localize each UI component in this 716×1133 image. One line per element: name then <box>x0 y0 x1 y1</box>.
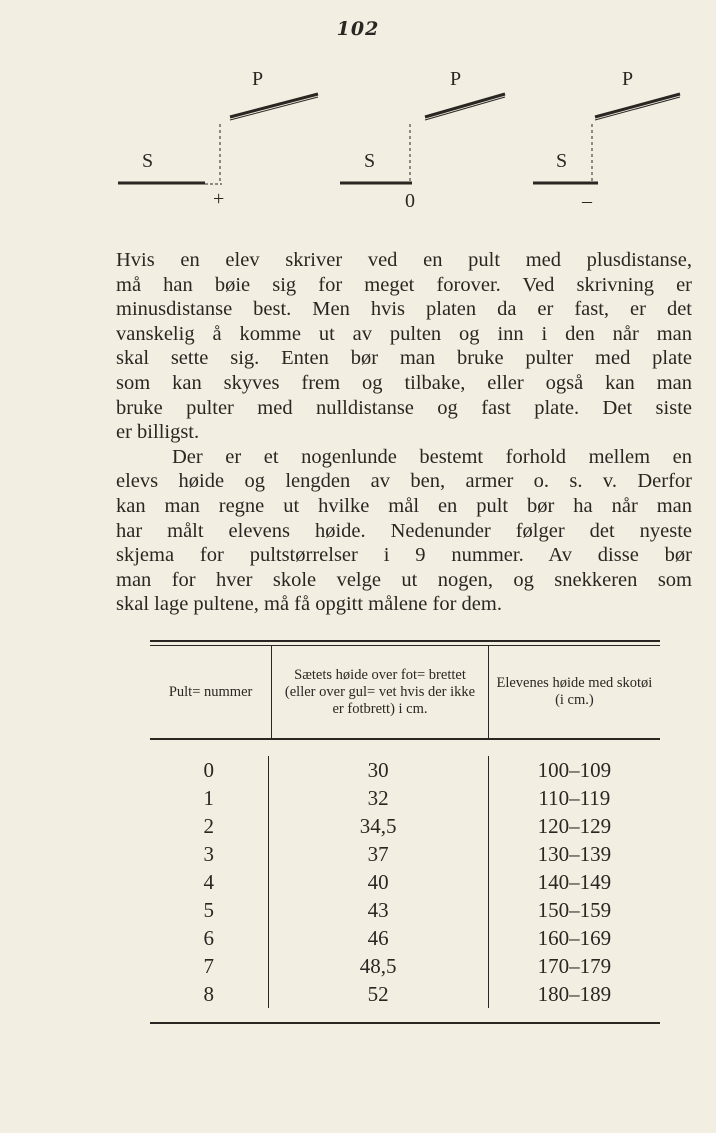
table-cell-seat: 46 <box>367 926 389 950</box>
page-number: 102 <box>336 18 380 40</box>
desk-size-table <box>150 640 660 1024</box>
header-seat-height: Sætets høide over fot= brettet (eller over gul= vet hvis der ikke er fotbrett) i cm. <box>271 646 488 738</box>
desk-plate-shadow <box>595 97 680 120</box>
text-line: Der er et nogenlunde bestemt forhold mellem en <box>172 445 692 468</box>
table-cell-pult: 7 <box>203 954 215 978</box>
text-line: bruke pulter med nulldistanse og fast plate. Det siste <box>116 396 692 419</box>
table-body <box>150 740 660 1024</box>
table-cell-height: 180–189 <box>537 982 612 1006</box>
sign-label: + <box>213 188 225 210</box>
sign-label: – <box>582 190 592 212</box>
text-line: skjema for pultstørrelser i 9 nummer. Av disse bør <box>116 544 692 567</box>
seat-label: S <box>556 150 568 172</box>
header-pult-number: Pult= nummer <box>168 683 253 700</box>
column-height <box>488 756 660 1008</box>
table-cell-height: 110–119 <box>538 786 611 810</box>
desk-plate-line <box>230 94 318 117</box>
table-cell-height: 100–109 <box>537 758 612 782</box>
seat-label: S <box>364 150 376 172</box>
table-cell-pult: 3 <box>203 842 215 866</box>
text-line: som kan skyves frem og tilbake, eller også kan man <box>116 371 692 394</box>
desk-plate-shadow <box>425 97 505 120</box>
table-cell-seat: 30 <box>367 758 389 782</box>
table-cell-height: 120–129 <box>537 814 612 838</box>
text-line: man for hver skole velge ut nogen, og snekkeren som <box>116 568 692 591</box>
text-line: skal sette sig. Enten bør man bruke pulter med plate <box>116 347 692 370</box>
table-cell-seat: 48,5 <box>359 954 397 978</box>
text-line: Hvis en elev skriver ved en pult med plusdistanse, <box>116 249 692 271</box>
desk-distance-diagrams <box>0 62 716 222</box>
table-cell-seat: 52 <box>367 982 389 1006</box>
paragraph-2 <box>116 445 692 617</box>
sign-label: 0 <box>405 190 415 212</box>
table-cell-seat: 43 <box>367 898 389 922</box>
text-line: minusdistanse best. Men hvis platen da er fast, er det <box>116 298 692 321</box>
text-line: har målt elevens høide. Nedenunder følger det nyeste <box>116 519 692 542</box>
desk-plate-line <box>425 94 505 117</box>
table-cell-seat: 34,5 <box>359 814 397 838</box>
table-cell-height: 130–139 <box>537 842 612 866</box>
pult-label: P <box>252 68 264 90</box>
table-cell-seat: 40 <box>367 870 389 894</box>
text-line: kan man regne ut hvilke mål en pult bør ha når man <box>116 494 692 517</box>
text-line: er billigst. <box>116 421 200 444</box>
body-text <box>116 248 692 617</box>
desk-plate-line <box>595 94 680 117</box>
table-cell-pult: 4 <box>203 870 215 894</box>
column-pult <box>150 756 268 1008</box>
table-cell-height: 160–169 <box>537 926 612 950</box>
table-cell-seat: 32 <box>367 786 389 810</box>
table-cell-pult: 6 <box>203 926 215 950</box>
pult-label: P <box>450 68 462 90</box>
table-cell-seat: 37 <box>367 842 389 866</box>
desk-plate-shadow <box>230 97 318 120</box>
table-cell-pult: 8 <box>203 982 215 1006</box>
table-cell-height: 140–149 <box>537 870 612 894</box>
table-cell-pult: 2 <box>203 814 215 838</box>
table-cell-pult: 1 <box>203 786 215 810</box>
diagram-lines <box>0 62 716 222</box>
column-seat <box>268 756 488 1008</box>
text-line: skal lage pultene, må få opgitt målene for dem. <box>116 593 502 616</box>
text-line: vanskelig å komme ut av pulten og inn i den når man <box>116 322 692 345</box>
text-line: elevs høide og lengden av ben, armer o. s. v. Derfor <box>116 470 692 493</box>
header-student-height: Elevenes høide med skotøi (i cm.) <box>488 646 660 738</box>
pult-label: P <box>622 68 634 90</box>
paragraph-1 <box>116 248 692 445</box>
table-cell-pult: 5 <box>203 898 215 922</box>
table-cell-height: 150–159 <box>537 898 612 922</box>
table-cell-height: 170–179 <box>537 954 612 978</box>
table-header <box>150 646 660 740</box>
table-cell-pult: 0 <box>203 758 215 782</box>
text-line: må han bøie sig for meget forover. Ved skrivning er <box>116 273 692 296</box>
seat-label: S <box>142 150 154 172</box>
